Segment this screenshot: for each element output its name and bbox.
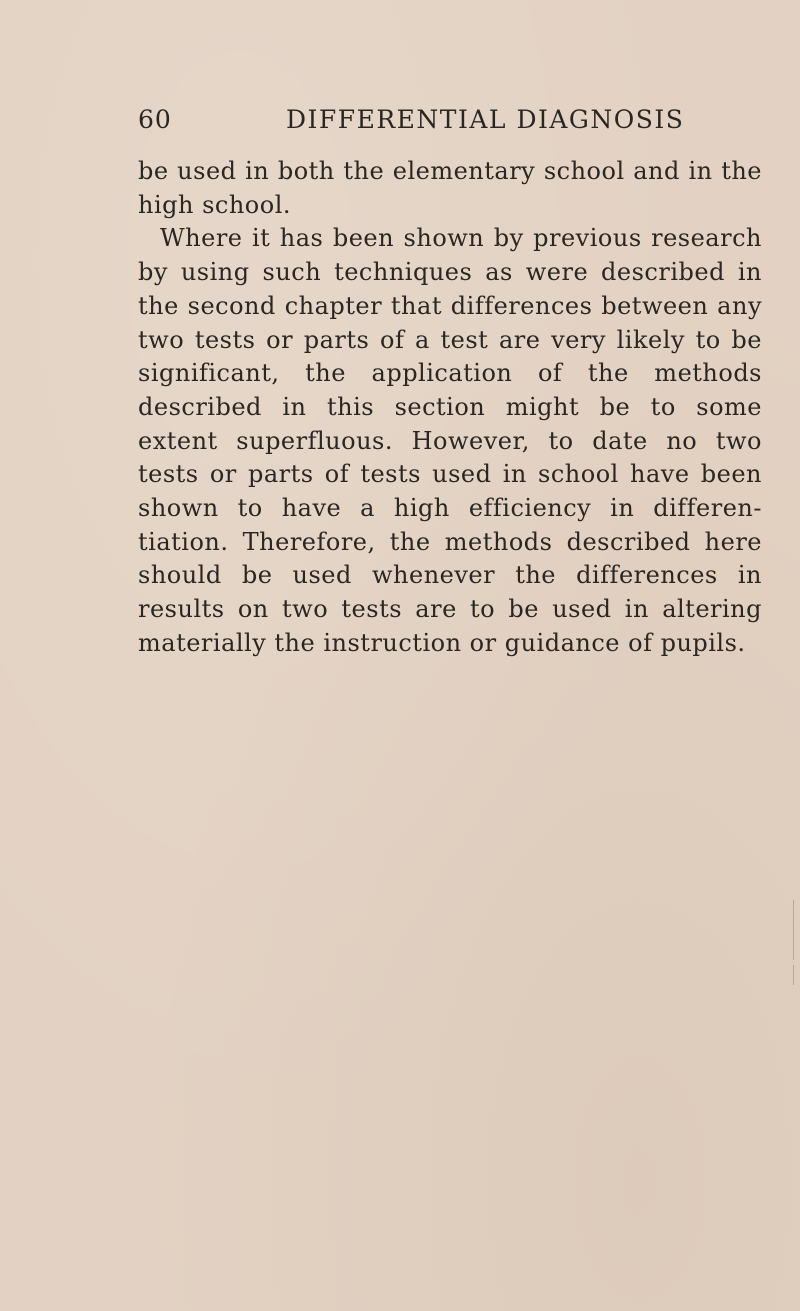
- paragraph-main: Where it has been shown by previous research by using such techniques as were described in the second chapter that differences between any two tests or parts of a test are very likely to be significant, the application of the methods described in this section might be to some extent superfluous. However, to date no two tests or parts of tests used in school have been shown to have a high efficiency in differen-tiation. Therefore, the methods described here should be used whenever the differences in results on two tests are to be used in altering materially the instruction or guidance of pupils.: [138, 224, 762, 657]
- page-number: 60: [138, 105, 172, 134]
- running-head: [138, 100, 760, 140]
- page-edge-mark: [793, 965, 794, 985]
- running-title: DIFFERENTIAL DIAGNOSIS: [286, 105, 685, 134]
- page-edge-mark: [793, 900, 794, 960]
- paragraph-continuation: be used in both the elementary school and in the high school.: [138, 157, 762, 219]
- body-text: [138, 155, 762, 661]
